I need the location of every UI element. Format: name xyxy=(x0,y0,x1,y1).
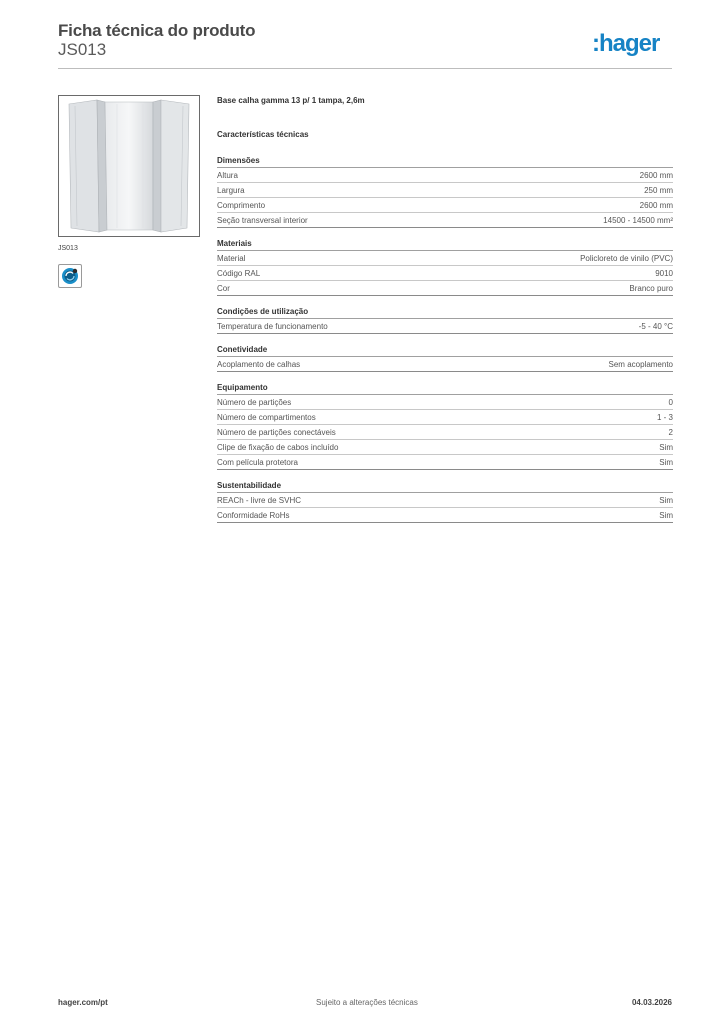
spec-value: 9010 xyxy=(655,269,673,278)
section-sustainability xyxy=(217,481,673,523)
image-caption: JS013 xyxy=(58,245,78,252)
spec-row xyxy=(217,508,673,523)
recycle-badge-icon xyxy=(58,264,82,288)
spec-content xyxy=(217,96,673,534)
spec-label: Número de compartimentos xyxy=(217,413,316,422)
spec-value: Branco puro xyxy=(629,284,673,293)
spec-row xyxy=(217,281,673,296)
hager-logo xyxy=(592,30,674,58)
spec-value: 2600 mm xyxy=(639,171,673,180)
spec-value: Sim xyxy=(659,443,673,452)
product-description: Base calha gamma 13 p/ 1 tampa, 2,6m xyxy=(217,96,365,105)
document-title: Ficha técnica do produto xyxy=(58,21,256,40)
spec-value: Sem acoplamento xyxy=(608,360,673,369)
footer-website-link[interactable]: hager.com/pt xyxy=(58,998,108,1007)
product-image xyxy=(58,95,200,237)
spec-label: Cor xyxy=(217,284,230,293)
spec-label: Largura xyxy=(217,186,245,195)
technical-characteristics-heading: Características técnicas xyxy=(217,130,309,139)
spec-row xyxy=(217,266,673,281)
cable-trunking-illustration xyxy=(59,96,199,236)
spec-label: Temperatura de funcionamento xyxy=(217,322,328,331)
spec-value: 1 - 3 xyxy=(656,413,673,422)
spec-label: Conformidade RoHs xyxy=(217,511,290,520)
spec-row xyxy=(217,410,673,425)
spec-row xyxy=(217,213,673,228)
section-title: Dimensões xyxy=(217,156,673,168)
spec-label: REACh - livre de SVHC xyxy=(217,496,302,505)
spec-label: Número de partições conectáveis xyxy=(217,428,336,437)
spec-row xyxy=(217,493,673,508)
section-equipment xyxy=(217,383,673,470)
spec-label: Comprimento xyxy=(217,201,266,210)
spec-row xyxy=(217,168,673,183)
footer-notice: Sujeito a alterações técnicas xyxy=(316,998,418,1007)
spec-value: Sim xyxy=(659,458,673,467)
section-title: Condições de utilização xyxy=(217,307,673,319)
spec-label: Acoplamento de calhas xyxy=(217,360,301,369)
section-connectivity xyxy=(217,345,673,372)
spec-label: Material xyxy=(217,254,246,263)
spec-row xyxy=(217,395,673,410)
spec-label: Seção transversal interior xyxy=(217,216,308,225)
header-divider xyxy=(58,68,672,69)
spec-row xyxy=(217,319,673,334)
spec-row xyxy=(217,251,673,266)
spec-label: Código RAL xyxy=(217,269,261,278)
spec-row xyxy=(217,198,673,213)
spec-label: Altura xyxy=(217,171,238,180)
product-code: JS013 xyxy=(58,40,107,59)
spec-row xyxy=(217,183,673,198)
spec-value: 2600 mm xyxy=(639,201,673,210)
section-materials xyxy=(217,239,673,296)
spec-row xyxy=(217,357,673,372)
spec-value: 14500 - 14500 mm² xyxy=(603,216,673,225)
spec-value: Policloreto de vinilo (PVC) xyxy=(580,254,673,263)
spec-row xyxy=(217,425,673,440)
spec-value: -5 - 40 °C xyxy=(638,322,673,331)
section-operating-conditions xyxy=(217,307,673,334)
spec-value: 2 xyxy=(668,428,673,437)
spec-value: Sim xyxy=(659,496,673,505)
section-title: Conetividade xyxy=(217,345,673,357)
section-title: Sustentabilidade xyxy=(217,481,673,493)
spec-value: 0 xyxy=(668,398,673,407)
spec-value: 250 mm xyxy=(644,186,673,195)
spec-label: Com película protetora xyxy=(217,458,298,467)
section-title: Equipamento xyxy=(217,383,673,395)
spec-label: Clipe de fixação de cabos incluído xyxy=(217,443,339,452)
logo-text: :hager xyxy=(592,30,660,57)
spec-row xyxy=(217,455,673,470)
spec-value: Sim xyxy=(659,511,673,520)
section-title: Materiais xyxy=(217,239,673,251)
spec-row xyxy=(217,440,673,455)
spec-label: Número de partições xyxy=(217,398,292,407)
section-dimensions xyxy=(217,156,673,228)
footer-date: 04.03.2026 xyxy=(631,998,672,1007)
